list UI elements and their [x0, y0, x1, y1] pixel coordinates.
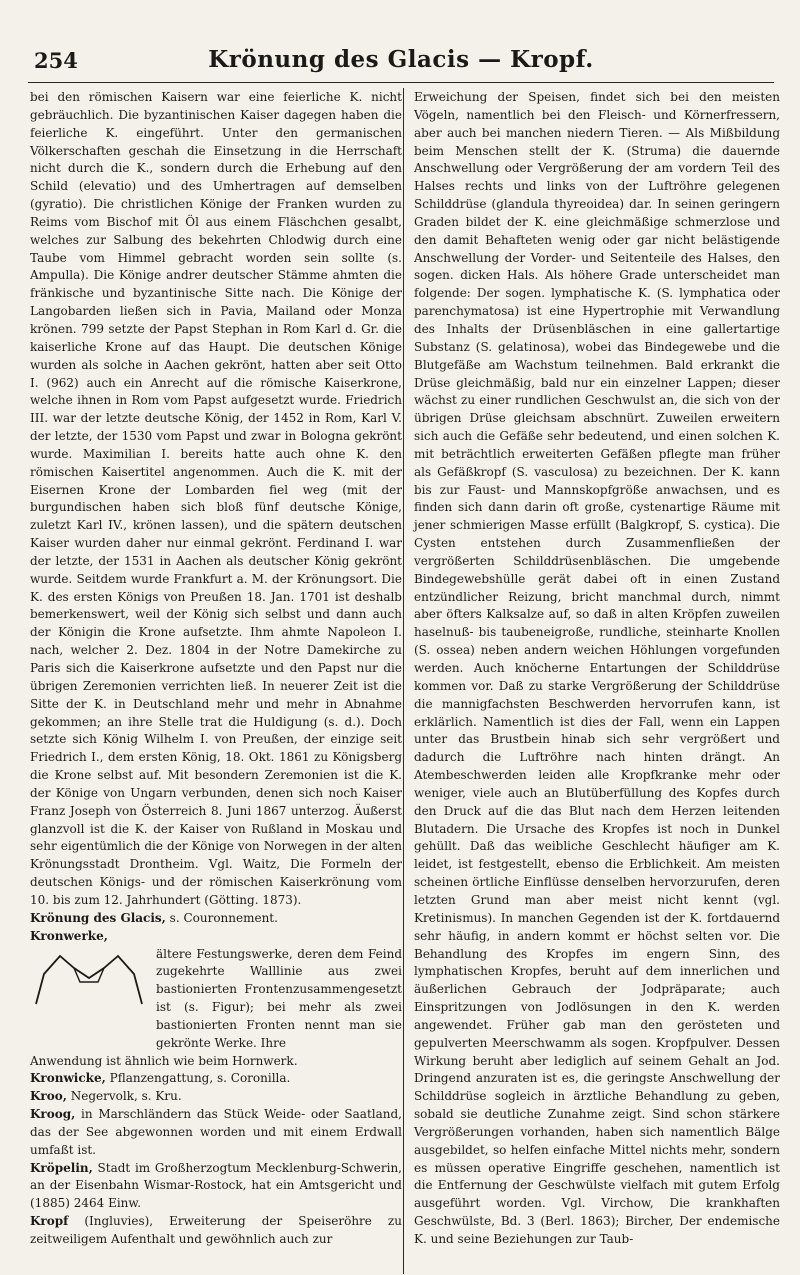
headword: Kropf	[30, 1214, 69, 1229]
headword: Kroo,	[30, 1089, 67, 1104]
headword: Krönung des Glacis,	[30, 910, 166, 925]
header-rule	[28, 82, 774, 83]
crownwork-diagram	[30, 952, 148, 1012]
page-number: 254	[34, 48, 78, 73]
entry-text: ältere Festungswerke, deren dem Feind zugekehrte Walllinie aus zwei bastionierten Frontenzusammengesetzt ist (s. Figur); bei mehr als zwei bastionierten Fronten nennt man sie gekrönte Werke. Ihre	[156, 946, 402, 1050]
entry-kronwerke-end: Anwendung ist ähnlich wie beim Hornwerk.	[30, 1053, 298, 1068]
entry-kronwerke-head	[30, 928, 402, 946]
running-title: Krönung des Glacis — Kropf.	[208, 46, 594, 73]
headword: Kronwicke,	[30, 1071, 106, 1086]
left-column	[30, 89, 402, 1249]
entry-text: in Marschländern das Stück Weide- oder Saatland, das der See abgewonnen worden und mit einem Erdwall umfaßt ist.	[30, 1107, 402, 1157]
entry-kronwicke	[30, 1070, 402, 1088]
entry-text: (Ingluvies), Erweiterung der Speiseröhre zu zeitweiligem Aufenthalt und gewöhnlich auch zur	[30, 1214, 402, 1246]
entry-kroo	[30, 1088, 402, 1106]
entry-text: Pflanzengattung, s. Coronilla.	[105, 1071, 291, 1086]
crownwork-figure-icon	[30, 952, 148, 1022]
entry-kroepelin	[30, 1160, 402, 1214]
entry-text: Negervolk, s. Kru.	[66, 1089, 182, 1104]
entry-kronwerke-body	[30, 946, 402, 1053]
entry-kroenung-des-glacis	[30, 910, 402, 928]
right-column	[414, 89, 780, 1249]
kropf-continuation: Erweichung der Speisen, findet sich bei den meisten Vögeln, namentlich bei den Fleisch- und Körnerfressern, aber auch bei manchen niedern Tieren. — Als Mißbildung beim Menschen stellt der K. (Struma) die dauernde Anschwellung oder Vergrößerung der am vordern Teil des Halses rechts und links von der Luftröhre gelegenen Schilddrüse (glandula thyreoidea) dar. In seinen geringern Graden bildet der K. eine gleichmäßige schmerzlose und den damit Behafteten wenig oder gar nicht belästigende Anschwellung der Vorder- und Seitenteile des Halses, den sogen. dicken Hals. Als höhere Grade unterscheidet man folgende: Der sogen. lymphatische K. (S. lymphatica oder parenchymatosa) ist eine Hypertrophie mit Verwandlung des Inhalts der Drüsenbläschen in eine gallertartige Substanz (S. gelatinosa), wobei das Bindegewebe und die Blutgefäße am Wachstum teilnehmen. Bald erkrankt die Drüse gleichmäßig, bald nur ein einzelner Lappen; dieser wächst zu einer rundlichen Geschwulst an, die sich von der übrigen Drüse gleichsam abschnürt. Zuweilen erweitern sich auch die Gefäße sehr bedeutend, und einen solchen K. mit beträchtlich erweiterten Gefäßen pflegte man früher als Gefäßkropf (S. vasculosa) zu bezeichnen. Der K. kann bis zur Faust- und Mannskopfgröße anwachsen, und es finden sich dann darin oft große, cystenartige Räume mit jener schmierigen Masse erfüllt (Balgkropf, S. cystica). Die Cysten entstehen durch Zusammenfließen der vergrößerten Schilddrüsenbläschen. Die umgebende Bindegewebshülle gerät dabei oft in einen Zustand entzündlicher Reizung, bricht manchmal durch, nimmt aber öfters Kalksalze auf, so daß in alten Kröpfen zuweilen haselnuß- bis taubeneigroße, rundliche, steinharte Knollen (S. ossea) neben andern weichen Höhlungen vorgefunden werden. Auch knöcherne Entartungen der Schilddrüse kommen vor. Daß zu starke Vergrößerung der Schilddrüse die mannigfachsten Beschwerden hervorrufen kann, ist erklärlich. Namentlich ist dies der Fall, wenn ein Lappen unter das Brustbein hinab sich sehr vergrößert und dadurch die Luftröhre nach hinten drängt. An Atembeschwerden leiden alle Kropfkranke mehr oder weniger, viele auch an Blutüberfüllung des Kopfes durch den Druck auf die das Blut nach dem Herzen leitenden Blutadern. Die Ursache des Kropfes ist noch in Dunkel gehüllt. Daß das weibliche Geschlecht häufiger am K. leidet, ist festgestellt, ebenso die Erblichkeit. Am meisten scheinen örtliche Einflüsse denselben hervorzurufen, deren letzten Grund man aber meist nicht kennt (vgl. Kretinismus). In manchen Gegenden ist der K. fortdauernd sehr häufig, in andern kommt er höchst selten vor. Die Behandlung des Kropfes im engern Sinn, des lymphatischen Kropfes, beruht auf dem innerlichen und äußerlichen Gebrauch der Jodpräparate; auch Einspritzungen von Jodlösungen in den K. werden angewendet. Früher gab man den gerösteten und gepulverten Meerschwamm als sogen. Kropfpulver. Dessen Wirkung beruht aber lediglich auf seinem Gehalt an Jod. Dringend anzuraten ist es, die geringste Anschwellung der Schilddrüse sogleich in ärztliche Behandlung zu geben, sobald sie deutliche Zunahme zeigt. Sind schon stärkere Vergrößerungen vorhanden, haben sich namentlich Bälge ausgebildet, so helfen einfache Mittel nichts mehr, sondern es müssen operative Eingriffe geschehen, namentlich ist die Entfernung der Geschwülste vielfach mit gutem Erfolg ausgeführt worden. Vgl. Virchow, Die krankhaften Geschwülste, Bd. 3 (Berl. 1863); Bircher, Der endemische K. und seine Beziehungen zur Taub-	[414, 90, 780, 1246]
kroenung-continuation: bei den römischen Kaisern war eine feierliche K. nicht gebräuchlich. Die byzantinischen Kaiser dagegen haben die feierliche K. eingeführt. Unter den germanischen Völkerschaften geschah die Einsetzung in die Herrschaft nicht durch die K., sondern durch die Erhebung auf den Schild (elevatio) und des Umhertragen auf demselben (gyratio). Die christlichen Könige der Franken wurden zu Reims vom Bischof mit Öl aus einem Fläschchen gesalbt, welches zur Salbung des bekehrten Chlodwig durch eine Taube vom Himmel gebracht worden sein sollte (s. Ampulla). Die Könige andrer deutscher Stämme ahmten die fränkische und byzantinische Sitte nach. Die Könige der Langobarden ließen sich in Pavia, Mailand oder Monza krönen. 799 setzte der Papst Stephan in Rom Karl d. Gr. die kaiserliche Krone auf das Haupt. Die deutschen Könige wurden als solche in Aachen gekrönt, hatten aber seit Otto I. (962) auch ein Anrecht auf die römische Kaiserkrone, welche ihnen in Rom vom Papst aufgesetzt wurde. Friedrich III. war der letzte deutsche König, der 1452 in Rom, Karl V. der letzte, der 1530 vom Papst und zwar in Bologna gekrönt wurde. Maximilian I. bereits hatte auch ohne K. den römischen Kaisertitel angenommen. Auch die K. mit der Eisernen Krone der Lombarden fiel weg (mit der burgundischen haben sich bloß fünf deutsche Könige, zuletzt Karl IV., krönen lassen), und die spätern deutschen Kaiser wurden daher nur einmal gekrönt. Ferdinand I. war der letzte, der 1531 in Aachen als deutscher König gekrönt wurde. Seitdem wurde Frankfurt a. M. der Krönungsort. Die K. des ersten Königs von Preußen 18. Jan. 1701 ist deshalb bemerkenswert, weil der König sich selbst und dann auch der Königin die Krone aufsetzte. Ihm ahmte Napoleon I. nach, welcher 2. Dez. 1804 in der Notre Damekirche zu Paris sich die Kaiserkrone aufsetzte und den Papst nur die übrigen Zeremonien verrichten ließ. In neuerer Zeit ist die Sitte der K. in Deutschland mehr und mehr in Abnahme gekommen; an ihre Stelle trat die Huldigung (s. d.). Doch setzte sich König Wilhelm I. von Preußen, der einzige seit Friedrich I., dem ersten König, 18. Okt. 1861 zu Königsberg die Krone selbst auf. Mit besondern Zeremonien ist die K. der Könige von Ungarn verbunden, denen sich noch Kaiser Franz Joseph von Österreich 8. Juni 1867 unterzog. Äußerst glanzvoll ist die K. der Kaiser von Rußland in Moskau und sehr eigentümlich die der Könige von Norwegen in der alten Krönungsstadt Drontheim. Vgl. Waitz, Die Formeln der deutschen Königs- und der römischen Kaiserkrönung vom 10. bis zum 12. Jahrhundert (Götting. 1873).	[30, 90, 402, 907]
entry-kroog	[30, 1106, 402, 1160]
column-divider	[403, 88, 404, 1274]
headword: Kroog,	[30, 1107, 76, 1122]
page-header	[28, 44, 774, 80]
entry-text: s. Couronnement.	[165, 910, 278, 925]
entry-kropf	[30, 1213, 402, 1249]
headword: Kröpelin,	[30, 1160, 93, 1175]
entry-text: Stadt im Großherzogtum Mecklenburg-Schwerin, an der Eisenbahn Wismar-Rostock, hat ein Amtsgericht und (1885) 2464 Einw.	[30, 1160, 402, 1211]
headword: Kronwerke,	[30, 928, 108, 943]
